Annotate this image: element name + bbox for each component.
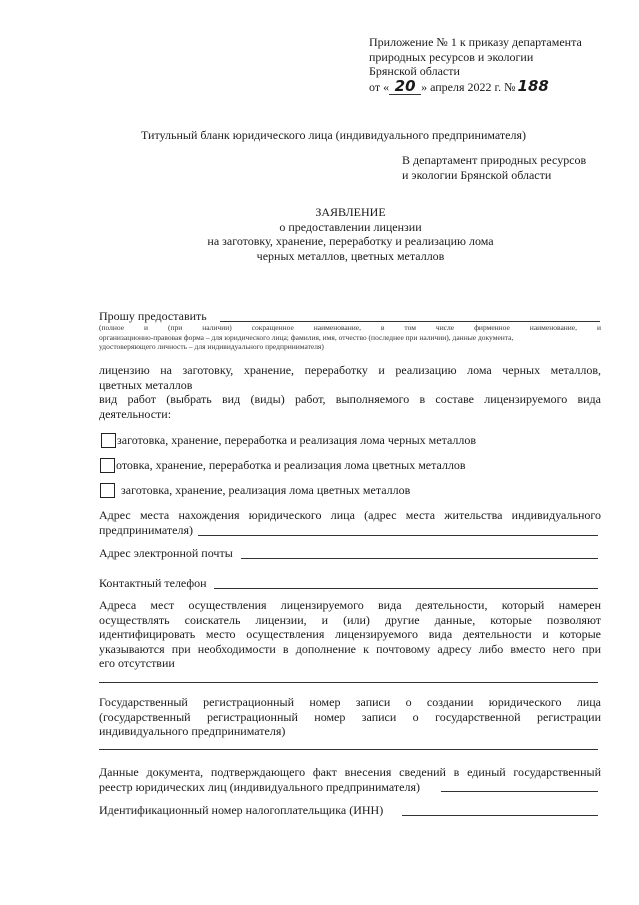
addressee xyxy=(402,153,617,182)
registration-label-3: индивидуального предпринимателя) xyxy=(99,724,286,738)
option-nonferrous-label: отовка, хранение, переработка и реализация лома цветных металлов xyxy=(116,458,466,472)
places-label-1: Адреса мест осуществления лицензируемого вида деятельности, который намерен xyxy=(99,598,601,612)
registration-label-1: Государственный регистрационный номер записи о создании юридического лица xyxy=(99,695,601,709)
date-middle: » апреля 2022 г. № xyxy=(421,79,516,94)
option-ferrous-checkbox[interactable] xyxy=(101,433,116,448)
blank-title: Титульный бланк юридического лица (индивидуального предпринимателя) xyxy=(141,128,526,142)
order-reference xyxy=(369,35,614,95)
registration-field xyxy=(99,695,601,739)
address-label-2: предпринимателя) xyxy=(99,522,193,537)
phone-input-line[interactable] xyxy=(214,588,598,589)
license-description xyxy=(99,363,601,421)
date-prefix: от « xyxy=(369,79,390,94)
registration-input-line[interactable] xyxy=(99,749,598,750)
email-input-line[interactable] xyxy=(241,558,598,559)
order-date-line xyxy=(369,76,614,95)
date-day-handwritten: 20 xyxy=(389,80,421,95)
places-field xyxy=(99,598,601,671)
title-sub-3: черных металлов, цветных металлов xyxy=(256,248,445,263)
option-ferrous-label: заготовка, хранение, переработка и реализация лома черных металлов xyxy=(117,433,477,447)
order-line-3: Брянской области xyxy=(369,64,460,78)
places-label-5: его отсутствии xyxy=(99,656,175,670)
addressee-line-1: В департамент природных ресурсов xyxy=(402,153,587,167)
inn-label: Идентификационный номер налогоплательщика (ИНН) xyxy=(99,803,384,817)
license-line-1: лицензию на заготовку, хранение, переработку и реализацию лома черных металлов, xyxy=(99,363,601,377)
option-nonferrous-no-processing-checkbox[interactable] xyxy=(100,483,115,498)
license-line-2: цветных металлов xyxy=(99,377,193,392)
title-sub-1: о предоставлении лицензии xyxy=(279,219,422,234)
option-nonferrous-no-processing-label: заготовка, хранение, реализация лома цветных металлов xyxy=(121,483,411,497)
addressee-line-2: и экологии Брянской области xyxy=(402,167,552,182)
title-sub-2: на заготовку, хранение, переработку и реализацию лома xyxy=(207,234,494,248)
inn-input-line[interactable] xyxy=(402,815,598,816)
address-field xyxy=(99,508,601,537)
address-input-line[interactable] xyxy=(198,535,598,536)
registry-label-2: реестр юридических лиц (индивидуального предпринимателя) xyxy=(99,779,420,794)
places-label-2: осуществлять соискатель лицензии, и (или) другие данные, которые позволяют xyxy=(99,612,601,627)
document-title xyxy=(100,205,601,263)
address-label-1: Адрес места нахождения юридического лица (адрес места жительства индивидуального xyxy=(99,508,601,522)
registration-label-2: (государственный регистрационный номер записи о государственной регистрации xyxy=(99,709,601,724)
places-input-line[interactable] xyxy=(99,682,598,683)
phone-label: Контактный телефон xyxy=(99,576,207,590)
request-input-line[interactable] xyxy=(220,321,600,322)
order-line-2: природных ресурсов и экологии xyxy=(369,49,534,64)
option-nonferrous-checkbox[interactable] xyxy=(100,458,115,473)
license-line-4: деятельности: xyxy=(99,406,172,421)
email-label: Адрес электронной почты xyxy=(99,546,233,560)
title-main: ЗАЯВЛЕНИЕ xyxy=(315,205,386,219)
registry-input-line[interactable] xyxy=(441,791,598,792)
request-label: Прошу предоставить xyxy=(99,309,207,323)
order-number-handwritten: 188 xyxy=(517,76,549,95)
request-hint-1: (полное и (при наличии) сокращенное наименование, в том числе фирменное наименование, и xyxy=(99,323,601,332)
registry-label-1: Данные документа, подтверждающего факт внесения сведений в единый государственный xyxy=(99,765,601,779)
registry-document-field xyxy=(99,765,601,794)
places-label-4: указываются при необходимости в дополнение к почтовому адресу либо вместо него при xyxy=(99,641,601,656)
request-hint-2: организационно-правовая форма – для юридического лица; фамилия, имя, отчество (последнее при наличии), данные документа, xyxy=(99,332,514,342)
request-hint xyxy=(99,323,601,352)
places-label-3: идентифицировать место осуществления лицензируемого вида деятельности и которые xyxy=(99,627,601,641)
license-line-3: вид работ (выбрать вид (виды) работ, выполняемого в составе лицензируемого вида xyxy=(99,392,601,406)
order-line-1: Приложение № 1 к приказу департамента xyxy=(369,35,582,49)
request-hint-3: удостоверяющего личность – для индивидуального предпринимателя) xyxy=(99,342,324,351)
